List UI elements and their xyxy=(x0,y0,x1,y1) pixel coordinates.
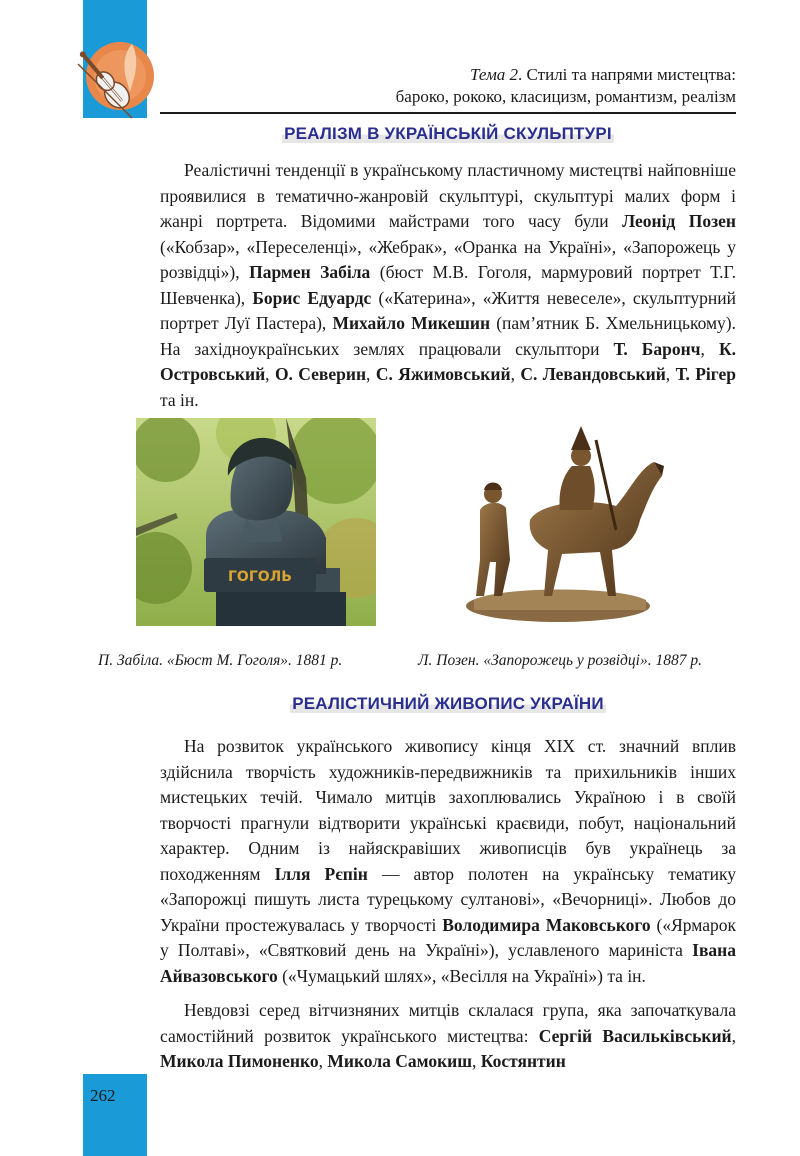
paragraph-painting-1 xyxy=(160,734,736,989)
text-run: («Кобзар», «Переселенці», «Жебрак», «Оранка на Україні», «Запорожець у розвідці»), xyxy=(160,236,736,282)
separator: , xyxy=(700,338,719,359)
violin-decoration-icon xyxy=(72,34,156,124)
gogol-bust-illustration xyxy=(136,418,376,626)
caption-gogol-bust: П. Забіла. «Бюст М. Гоголя». 1881 р. xyxy=(98,652,343,669)
sculptor-name: Пармен Забіла xyxy=(249,262,371,282)
sculptor-name: Борис Едуардс xyxy=(252,287,372,308)
painter-name: Івана Айвазовського xyxy=(160,940,736,986)
text-run: («Чумацький шлях», «Весілля на Україні») та ін. xyxy=(277,965,646,986)
painter-name: Микола Пимоненко xyxy=(160,1051,319,1071)
painter-name: Ілля Рєпін xyxy=(274,863,368,884)
painter-name: Сергій Васильківський xyxy=(538,1025,732,1046)
header-topic-rest: . Стилі та напрями мистецтва: xyxy=(518,65,736,84)
cossack-sculpture-illustration xyxy=(440,410,670,628)
section-title-sculpture-text: РЕАЛІЗМ В УКРАЇНСЬКІЙ СКУЛЬПТУРІ xyxy=(284,124,612,143)
section-title-painting-text: РЕАЛІСТИЧНИЙ ЖИВОПИС УКРАЇНИ xyxy=(292,694,604,713)
section-title-sculpture xyxy=(160,124,736,144)
photo-cossack-sculpture xyxy=(440,410,670,628)
separator: , xyxy=(366,364,376,384)
painter-name: Костянтин xyxy=(480,1051,566,1071)
sculptor-name: Т. Баронч xyxy=(613,338,701,359)
text-run: Реалістичні тенденції в українському пластичному мистецтві найповніше проявилися в тематично-жанровій скульптурі, скульптурі малих форм і жанрі портрета. Відомими майстрами того часу були xyxy=(160,160,736,231)
section-title-painting xyxy=(160,694,736,714)
photo-gogol-bust xyxy=(136,418,376,626)
text-run: Невдовзі серед вітчизняних митців склалася група, яка започаткувала самостійний розвиток українського мистецтва: xyxy=(160,1000,736,1046)
text-run: («Ярмарок у Полтаві», «Святковий день на Україні»), уславленого мариніста xyxy=(160,914,736,960)
running-header xyxy=(396,64,736,108)
text-run: та ін. xyxy=(160,389,199,410)
separator: , xyxy=(731,1025,736,1046)
sculptor-name: С. Левандовський xyxy=(520,364,666,384)
sculptor-name: С. Яжимовський xyxy=(375,364,511,384)
sculptor-name: К. Островський xyxy=(160,338,737,384)
header-line-2: бароко, рококо, класицизм, романтизм, реалізм xyxy=(395,87,736,106)
painter-name: Володимира Маковського xyxy=(442,914,651,935)
gogol-plaque-text: ГОГОЛЬ xyxy=(228,569,292,585)
header-divider xyxy=(160,112,736,114)
text-run: (бюст М.В. Гоголя, мармуровий портрет Т.Г. Шевченка), xyxy=(160,262,736,308)
page-number: 262 xyxy=(90,1086,116,1105)
text-run: («Катерина», «Життя невеселе», скульптурний портрет Луї Пастера), xyxy=(160,287,736,333)
sculptor-name: Т. Рігер xyxy=(675,364,737,384)
paragraph-painting-2 xyxy=(160,998,736,1075)
sculptor-name: Леонід Позен xyxy=(622,211,737,231)
separator: , xyxy=(510,364,521,384)
separator: , xyxy=(665,364,676,384)
sculptor-name: Михайло Микешин xyxy=(332,313,491,333)
paragraph-sculpture xyxy=(160,158,736,413)
text-run: — автор полотен на українську тематику «Запорожці пишуть листа турецькому султанові», «Вечорниці». Любов до України простежувалась у творчості xyxy=(160,863,736,935)
separator: , xyxy=(318,1051,328,1071)
separator: , xyxy=(472,1051,481,1071)
header-topic-label: Тема 2 xyxy=(469,65,519,84)
separator: , xyxy=(265,364,275,384)
sculptor-name: О. Северин xyxy=(274,364,367,384)
text-run: (пам’ятник Б. Хмельницькому). На західноукраїнських землях працювали скульптори xyxy=(160,313,737,359)
text-run: На розвиток українського живопису кінця XIX ст. значний вплив здійснила творчість художників-передвижників та прихильників інших мистецьких течій. Чимало митців захоплювались Україною і в своїй творчості прагнули відтворити українські краєвиди, побут, національний характер. Одним із найяскравіших живописців був українець за походженням xyxy=(160,736,736,884)
caption-cossack-sculpture: Л. Позен. «Запорожець у розвідці». 1887 р. xyxy=(418,652,702,669)
painter-name: Микола Самокиш xyxy=(327,1051,473,1071)
header-line-1 xyxy=(396,64,736,86)
